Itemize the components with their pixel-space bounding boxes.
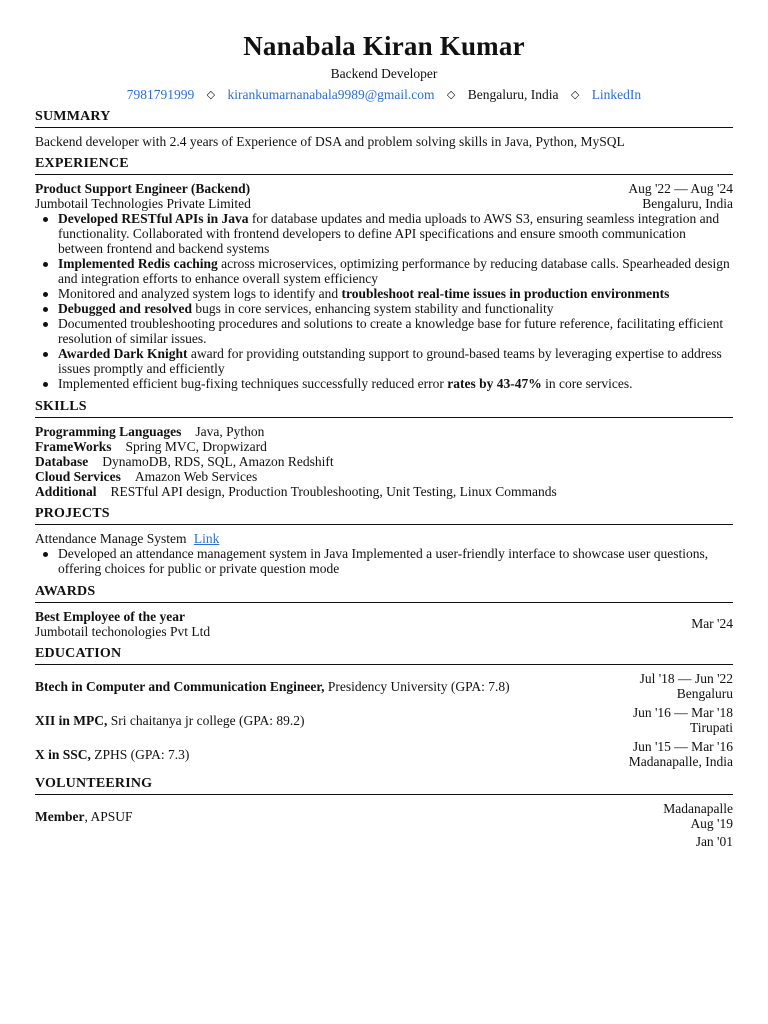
volunteer-entry (35, 801, 733, 849)
volunteering-section (35, 775, 733, 849)
volunteer-org: , APSUF (84, 809, 133, 824)
section-heading: AWARDS (35, 583, 733, 603)
diamond-separator-icon: ◇ (446, 89, 456, 101)
project-link[interactable]: Link (193, 531, 220, 546)
job-dates: Aug '22 — Aug '24 (628, 181, 733, 196)
education-entry (35, 739, 733, 773)
skills-list (35, 424, 733, 499)
education-entry (35, 671, 733, 705)
skills-section (35, 398, 733, 499)
volunteer-location: Madanapalle (663, 801, 733, 816)
list-item: Implemented efficient bug-fixing techniques successfully reduced error rates by 43-47% in core services. (58, 376, 733, 391)
projects-section (35, 505, 733, 576)
list-item: Developed RESTful APIs in Java for database updates and media uploads to AWS S3, ensuring seamless integration and functionality. Collaborated with frontend developers to define API specifications and ensure smooth communication between frontend and backend systems (58, 211, 733, 256)
diamond-separator-icon: ◇ (570, 89, 580, 101)
section-heading: PROJECTS (35, 505, 733, 525)
award-title: Best Employee of the year (35, 609, 185, 624)
email-link[interactable]: kirankumarnanabala9989@gmail.com (227, 87, 435, 102)
award-date: Mar '24 (691, 616, 733, 631)
contact-line (0, 86, 768, 105)
awards-section (35, 583, 733, 639)
school-name: ZPHS (GPA: 7.3) (90, 747, 190, 762)
diamond-separator-icon: ◇ (206, 89, 216, 101)
summary-section (35, 108, 733, 149)
degree-name: X in SSC, (35, 747, 91, 762)
education-dates: Jun '15 — Mar '16 (632, 739, 733, 754)
school-name: Sri chaitanya jr college (GPA: 89.2) (107, 713, 305, 728)
location-text: Bengaluru, India (467, 87, 559, 102)
skill-row: Cloud Services Amazon Web Services (35, 469, 258, 484)
phone-link[interactable]: 7981791999 (126, 87, 195, 102)
education-dates: Jun '16 — Mar '18 (632, 705, 733, 720)
skill-row: Database DynamoDB, RDS, SQL, Amazon Redshift (35, 454, 334, 469)
candidate-name: Nanabala Kiran Kumar (243, 31, 525, 61)
list-item: Monitored and analyzed system logs to identify and troubleshoot real-time issues in production environments (58, 286, 733, 301)
project-title-row (35, 531, 733, 546)
education-location: Tirupati (689, 720, 733, 735)
education-location: Madanapalle, India (628, 754, 733, 769)
skill-row: Additional RESTful API design, Production Troubleshooting, Unit Testing, Linux Commands (35, 484, 557, 499)
job-entry (35, 181, 733, 196)
award-entry (35, 609, 733, 639)
job-bullets (35, 211, 733, 391)
skill-row: Programming Languages Java, Python (35, 424, 265, 439)
education-entry (35, 705, 733, 739)
education-section (35, 645, 733, 773)
list-item: Debugged and resolved bugs in core services, enhancing system stability and functionality (58, 301, 733, 316)
list-item: Documented troubleshooting procedures and solutions to create a knowledge base for future reference, facilitating efficient resolution of similar issues. (58, 316, 733, 346)
section-heading: VOLUNTEERING (35, 775, 733, 795)
volunteer-role: Member (35, 809, 85, 824)
section-heading: SKILLS (35, 398, 733, 418)
section-heading: SUMMARY (35, 108, 733, 128)
list-item: Developed an attendance management system in Java Implemented a user-friendly interface to showcase user questions, offering choices for public or private question mode (58, 546, 733, 576)
volunteer-start: Aug '19 (690, 816, 733, 831)
candidate-role: Backend Developer (330, 66, 438, 81)
job-company-row (35, 196, 733, 211)
skill-row: FrameWorks Spring MVC, Dropwizard (35, 439, 267, 454)
degree-name: XII in MPC, (35, 713, 108, 728)
volunteer-end: Jan '01 (695, 834, 733, 849)
education-dates: Jul '18 — Jun '22 (639, 671, 733, 686)
section-heading: EDUCATION (35, 645, 733, 665)
degree-name: Btech in Computer and Communication Engineer, (35, 679, 325, 694)
list-item: Implemented Redis caching across microservices, optimizing performance by reducing database calls. Spearheaded design and integration efforts to enhance overall system efficiency (58, 256, 733, 286)
linkedin-link[interactable]: LinkedIn (591, 87, 642, 102)
job-company: Jumbotail Technologies Private Limited (35, 196, 251, 211)
list-item: Awarded Dark Knight award for providing outstanding support to ground-based teams by leveraging expertise to address issues promptly and efficiently (58, 346, 733, 376)
education-location: Bengaluru (676, 686, 733, 701)
school-name: Presidency University (GPA: 7.8) (324, 679, 510, 694)
award-org: Jumbotail techonologies Pvt Ltd (35, 624, 211, 639)
job-location: Bengaluru, India (642, 196, 733, 211)
section-heading: EXPERIENCE (35, 155, 733, 175)
project-name: Attendance Manage System (35, 531, 187, 546)
project-bullets (35, 546, 733, 576)
job-title: Product Support Engineer (Backend) (35, 181, 251, 196)
summary-text: Backend developer with 2.4 years of Experience of DSA and problem solving skills in Java, Python, MySQL (35, 134, 625, 149)
experience-section (35, 155, 733, 391)
